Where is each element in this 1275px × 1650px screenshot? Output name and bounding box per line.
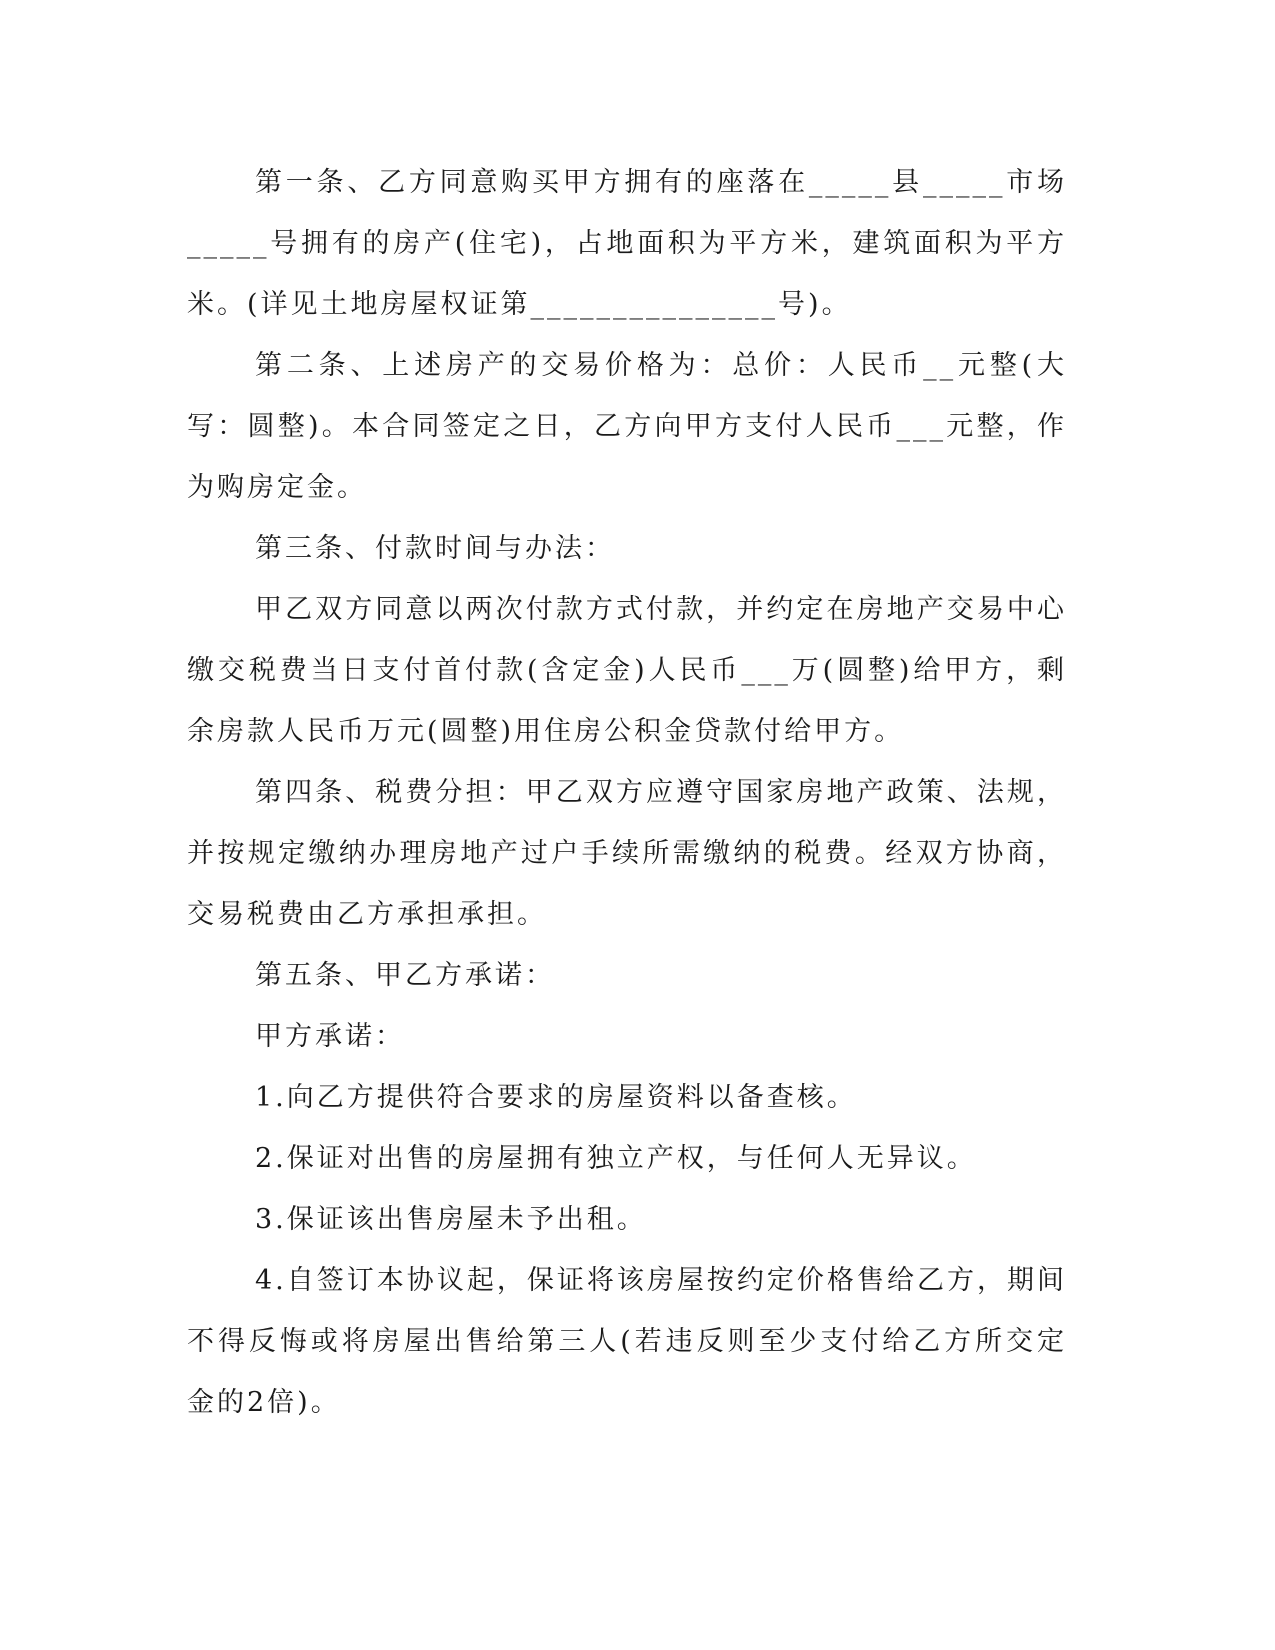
article-4-paragraph: 第四条、税费分担：甲乙双方应遵守国家房地产政策、法规，并按规定缴纳办理房地产过户手续所需缴纳的税费。经双方协商，交易税费由乙方承担承担。 xyxy=(187,777,1067,930)
commitment-item-4: 4.自签订本协议起，保证将该房屋按约定价格售给乙方，期间不得反悔或将房屋出售给第三人(若违反则至少支付给乙方所交定金的2倍)。 xyxy=(187,1265,1067,1418)
commitment-item-1: 1.向乙方提供符合要求的房屋资料以备查核。 xyxy=(255,1082,857,1113)
commitment-item-3: 3.保证该出售房屋未予出租。 xyxy=(255,1204,647,1235)
article-5-heading: 第五条、甲乙方承诺： xyxy=(255,960,555,991)
article-3-heading: 第三条、付款时间与办法： xyxy=(255,533,615,564)
document-body xyxy=(187,152,1067,1433)
article-2-paragraph: 第二条、上述房产的交易价格为：总价：人民币__元整(大写：圆整)。本合同签定之日，乙方向甲方支付人民币___元整，作为购房定金。 xyxy=(187,350,1067,503)
commitment-item-2: 2.保证对出售的房屋拥有独立产权，与任何人无异议。 xyxy=(255,1143,977,1174)
payment-terms-paragraph: 甲乙双方同意以两次付款方式付款，并约定在房地产交易中心缴交税费当日支付首付款(含定金)人民币___万(圆整)给甲方，剩余房款人民币万元(圆整)用住房公积金贷款付给甲方。 xyxy=(187,594,1067,747)
party-a-commitments-heading: 甲方承诺： xyxy=(255,1021,405,1052)
article-1-paragraph: 第一条、乙方同意购买甲方拥有的座落在_____县_____市场_____号拥有的房产(住宅)，占地面积为平方米，建筑面积为平方米。(详见土地房屋权证第_______________号)。 xyxy=(187,167,1067,320)
